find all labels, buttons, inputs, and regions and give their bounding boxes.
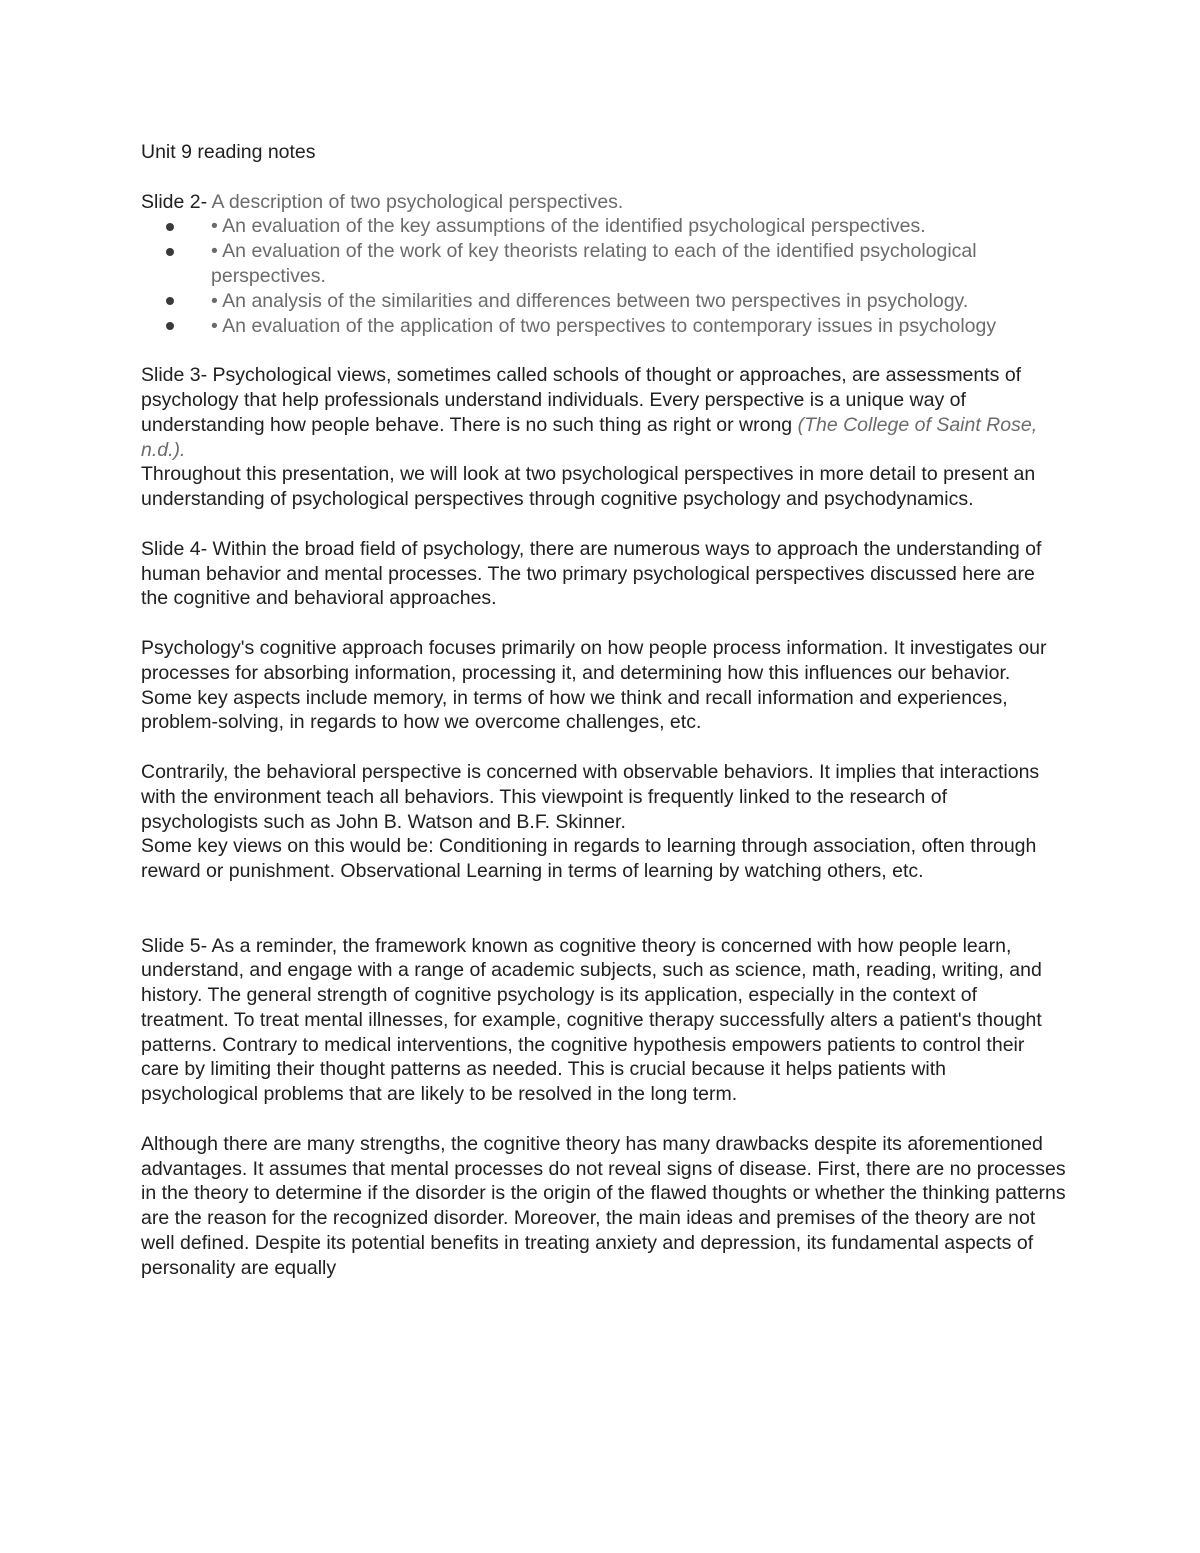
spacer [141, 1107, 1066, 1132]
slide-3-paragraph: Slide 3- Psychological views, sometimes called schools of thought or approaches, are assessments of psychology that help professionals understand individuals. Every perspective is a unique way of understanding how people behave. There is no such thing as right or wrong (The College of Saint Rose, n.d.). [141, 364, 1038, 461]
slide-4-paragraph: Slide 4- Within the broad field of psychology, there are numerous ways to approach the understanding of human behavior and mental processes. The two primary psychological perspectives discussed here are the cognitive and behavioral approaches. [141, 537, 1042, 610]
list-item: • An analysis of the similarities and differences between two perspectives in psychology. [141, 289, 1066, 314]
slide-4-behavioral-paragraph: Contrarily, the behavioral perspective is concerned with observable behaviors. It implies that interactions with the environment teach all behaviors. This viewpoint is frequently linked to the research of psychologists such as John B. Watson and B.F. Skinner. [141, 760, 1040, 833]
spacer [141, 512, 1066, 537]
slide-2-label: Slide 2- [141, 190, 212, 213]
citation: (The College of Saint Rose, n.d.). [141, 413, 1038, 461]
slide-4-cognitive-paragraph: Psychology's cognitive approach focuses primarily on how people process information. It investigates our processes for absorbing information, processing it, and determining how this influences our behavior. Some key aspects include memory, in terms of how we think and recall information and experiences, problem-solving, in regards to how we overcome challenges, etc. [141, 636, 1047, 734]
slide-5-paragraph: Slide 5- As a reminder, the framework known as cognitive theory is concerned with how people learn, understand, and engage with a range of academic subjects, such as science, math, reading, writing, and history. The general strength of cognitive psychology is its application, especially in the context of treatment. To treat mental illnesses, for example, cognitive therapy successfully alters a patient's thought patterns. Contrary to medical interventions, the cognitive hypothesis empowers patients to control their care by limiting their thought patterns as needed. This is crucial because it helps patients with psychological problems that are likely to be resolved in the long term. [141, 934, 1042, 1106]
list-item: • An evaluation of the key assumptions of the identified psychological perspectives. [141, 214, 1066, 239]
slide-3-followup: Throughout this presentation, we will look at two psychological perspectives in more detail to present an understanding of psychological perspectives through cognitive psychology and psychodynamics. [141, 463, 1036, 511]
slide-2-list [141, 214, 1066, 338]
list-item: • An evaluation of the work of key theorists relating to each of the identified psychological perspectives. [141, 239, 1066, 289]
slide-5-drawbacks-paragraph: Although there are many strengths, the cognitive theory has many drawbacks despite its aforementioned advantages. It assumes that mental processes do not reveal signs of disease. First, there are no processes in the theory to determine if the disorder is the origin of the flawed thoughts or whether the thinking patterns are the reason for the recognized disorder. Moreover, the main ideas and premises of the theory are not well defined. Despite its potential benefits in treating anxiety and depression, its fundamental aspects of personality are equally [141, 1132, 1066, 1279]
document-page [141, 140, 1066, 1281]
bullet-icon [166, 248, 174, 256]
list-item: • An evaluation of the application of two perspectives to contemporary issues in psychology [141, 314, 1066, 339]
slide-2-intro: A description of two psychological perspectives. [211, 190, 624, 213]
spacer [141, 884, 1066, 934]
spacer [141, 165, 1066, 190]
bullet-icon [166, 322, 174, 330]
document-title: Unit 9 reading notes [141, 141, 316, 163]
bullet-icon [166, 223, 174, 231]
slide-2-heading [141, 190, 1066, 215]
spacer [141, 338, 1066, 363]
spacer [141, 611, 1066, 636]
spacer [141, 735, 1066, 760]
slide-4-key-views-paragraph: Some key views on this would be: Conditioning in regards to learning through association, often through reward or punishment. Observational Learning in terms of learning by watching others, etc. [141, 835, 1037, 883]
bullet-icon [166, 297, 174, 305]
